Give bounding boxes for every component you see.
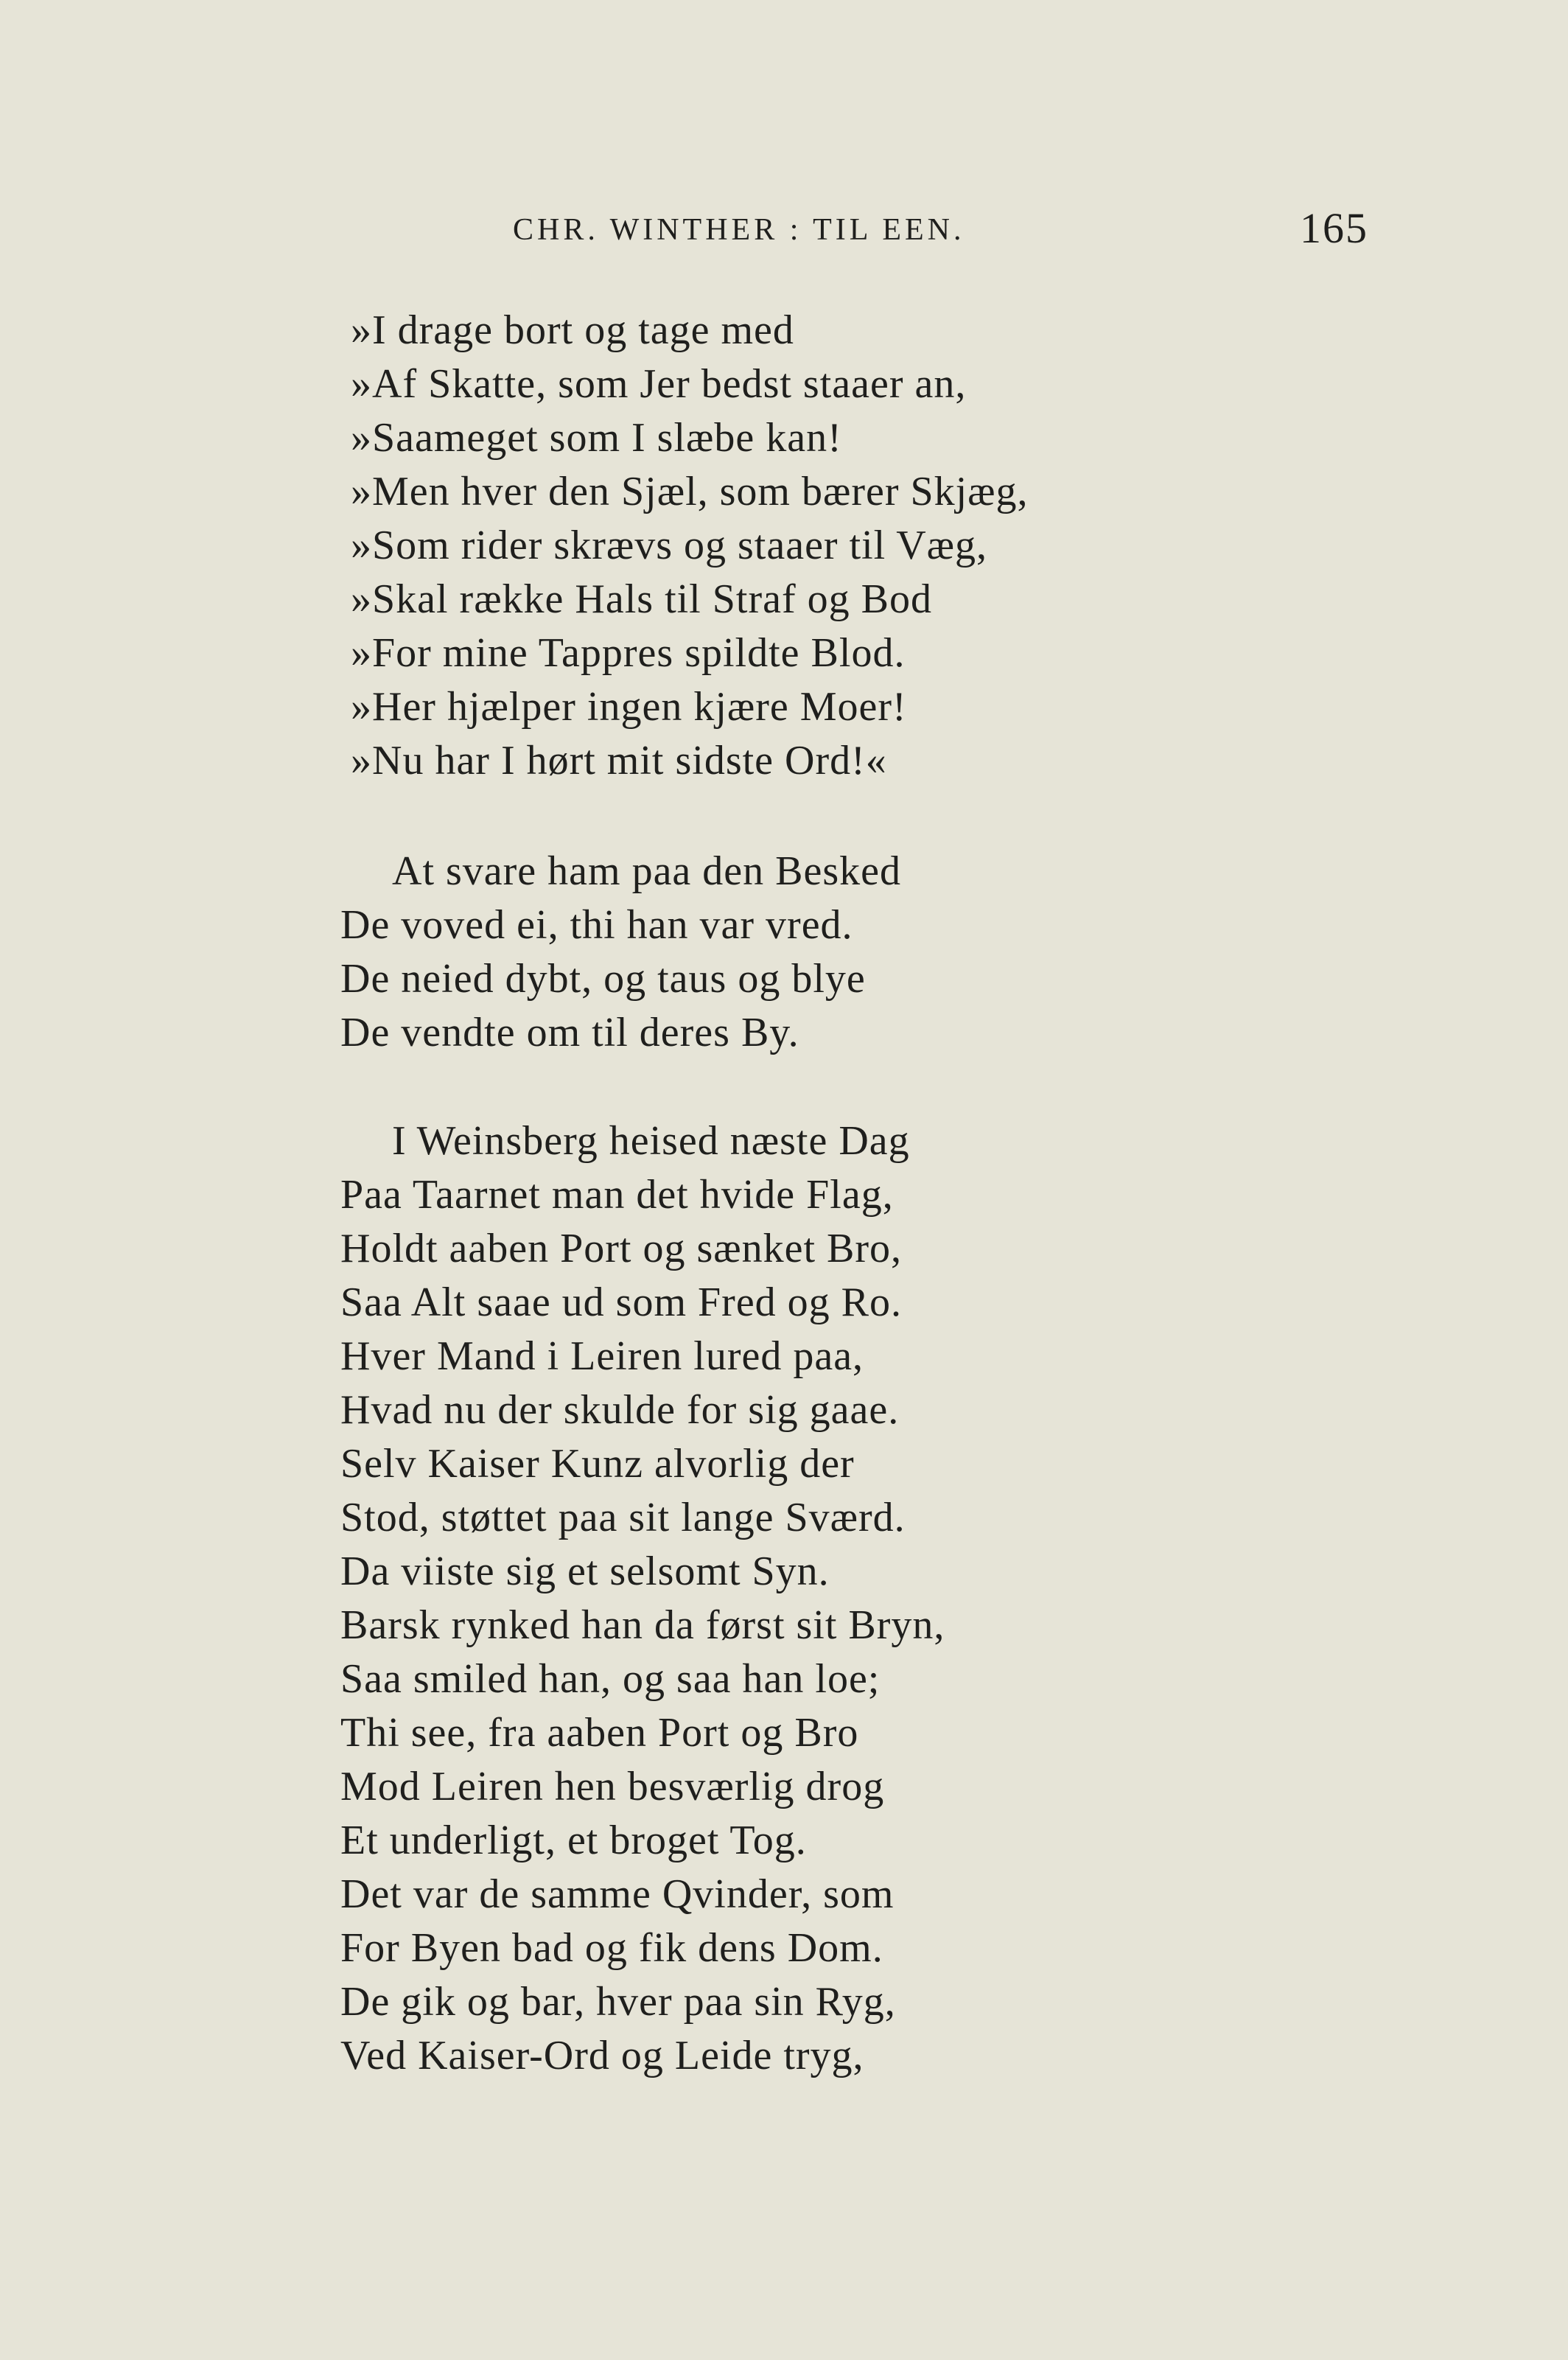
stanza-1 [351,304,1029,788]
verse-line: Saa Alt saae ud som Fred og Ro. [340,1280,903,1325]
verse-line: De gik og bar, hver paa sin Ryg, [340,1979,896,2025]
verse-line: Ved Kaiser-Ord og Leide tryg, [340,2033,864,2078]
verse-line: Saa smiled han, og saa han loe; [340,1656,881,1702]
verse-line: »For mine Tappres spildte Blod. [351,630,906,676]
verse-line: »Men hver den Sjæl, som bærer Skjæg, [351,469,1029,514]
verse-line: »Saameget som I slæbe kan! [351,415,842,461]
verse-line: »Nu har I hørt mit sidste Ord!« [351,738,887,783]
verse-line: »Her hjælper ingen kjære Moer! [351,684,907,730]
verse-line: Selv Kaiser Kunz alvorlig der [340,1441,855,1487]
verse-line: Paa Taarnet man det hvide Flag, [340,1172,894,1218]
verse-line: De vendte om til deres By. [340,1010,799,1055]
verse-line: Et underligt, et broget Tog. [340,1818,807,1863]
verse-line: Stod, støttet paa sit lange Sværd. [340,1495,906,1540]
verse-line: For Byen bad og fik dens Dom. [340,1925,883,1971]
verse-line: Barsk rynked han da først sit Bryn, [340,1602,945,1648]
verse-line: Det var de samme Qvinder, som [340,1871,895,1917]
verse-line: Da viiste sig et selsomt Syn. [340,1549,830,1594]
verse-line: I Weinsberg heised næste Dag [392,1118,910,1164]
verse-line: Holdt aaben Port og sænket Bro, [340,1226,903,1271]
running-title: CHR. WINTHER : TIL EEN. [513,213,965,247]
stanza-2 [340,845,901,1060]
verse-line: Mod Leiren hen besværlig drog [340,1764,885,1809]
running-head [0,204,1568,252]
verse-line: Thi see, fra aaben Port og Bro [340,1710,859,1756]
verse-line: »Som rider skrævs og staaer til Væg, [351,523,988,568]
verse-line: Hver Mand i Leiren lured paa, [340,1333,864,1379]
verse-line: »Skal række Hals til Straf og Bod [351,576,932,622]
verse-line: »Af Skatte, som Jer bedst staaer an, [351,361,967,407]
verse-line: »I drage bort og tage med [351,307,794,353]
verse-line: At svare ham paa den Besked [392,848,901,894]
verse-line: De neied dybt, og taus og blye [340,956,866,1002]
page-number: 165 [1300,204,1368,252]
stanza-3 [340,1114,945,2083]
verse-line: Hvad nu der skulde for sig gaae. [340,1387,900,1433]
verse-line: De voved ei, thi han var vred. [340,902,853,948]
